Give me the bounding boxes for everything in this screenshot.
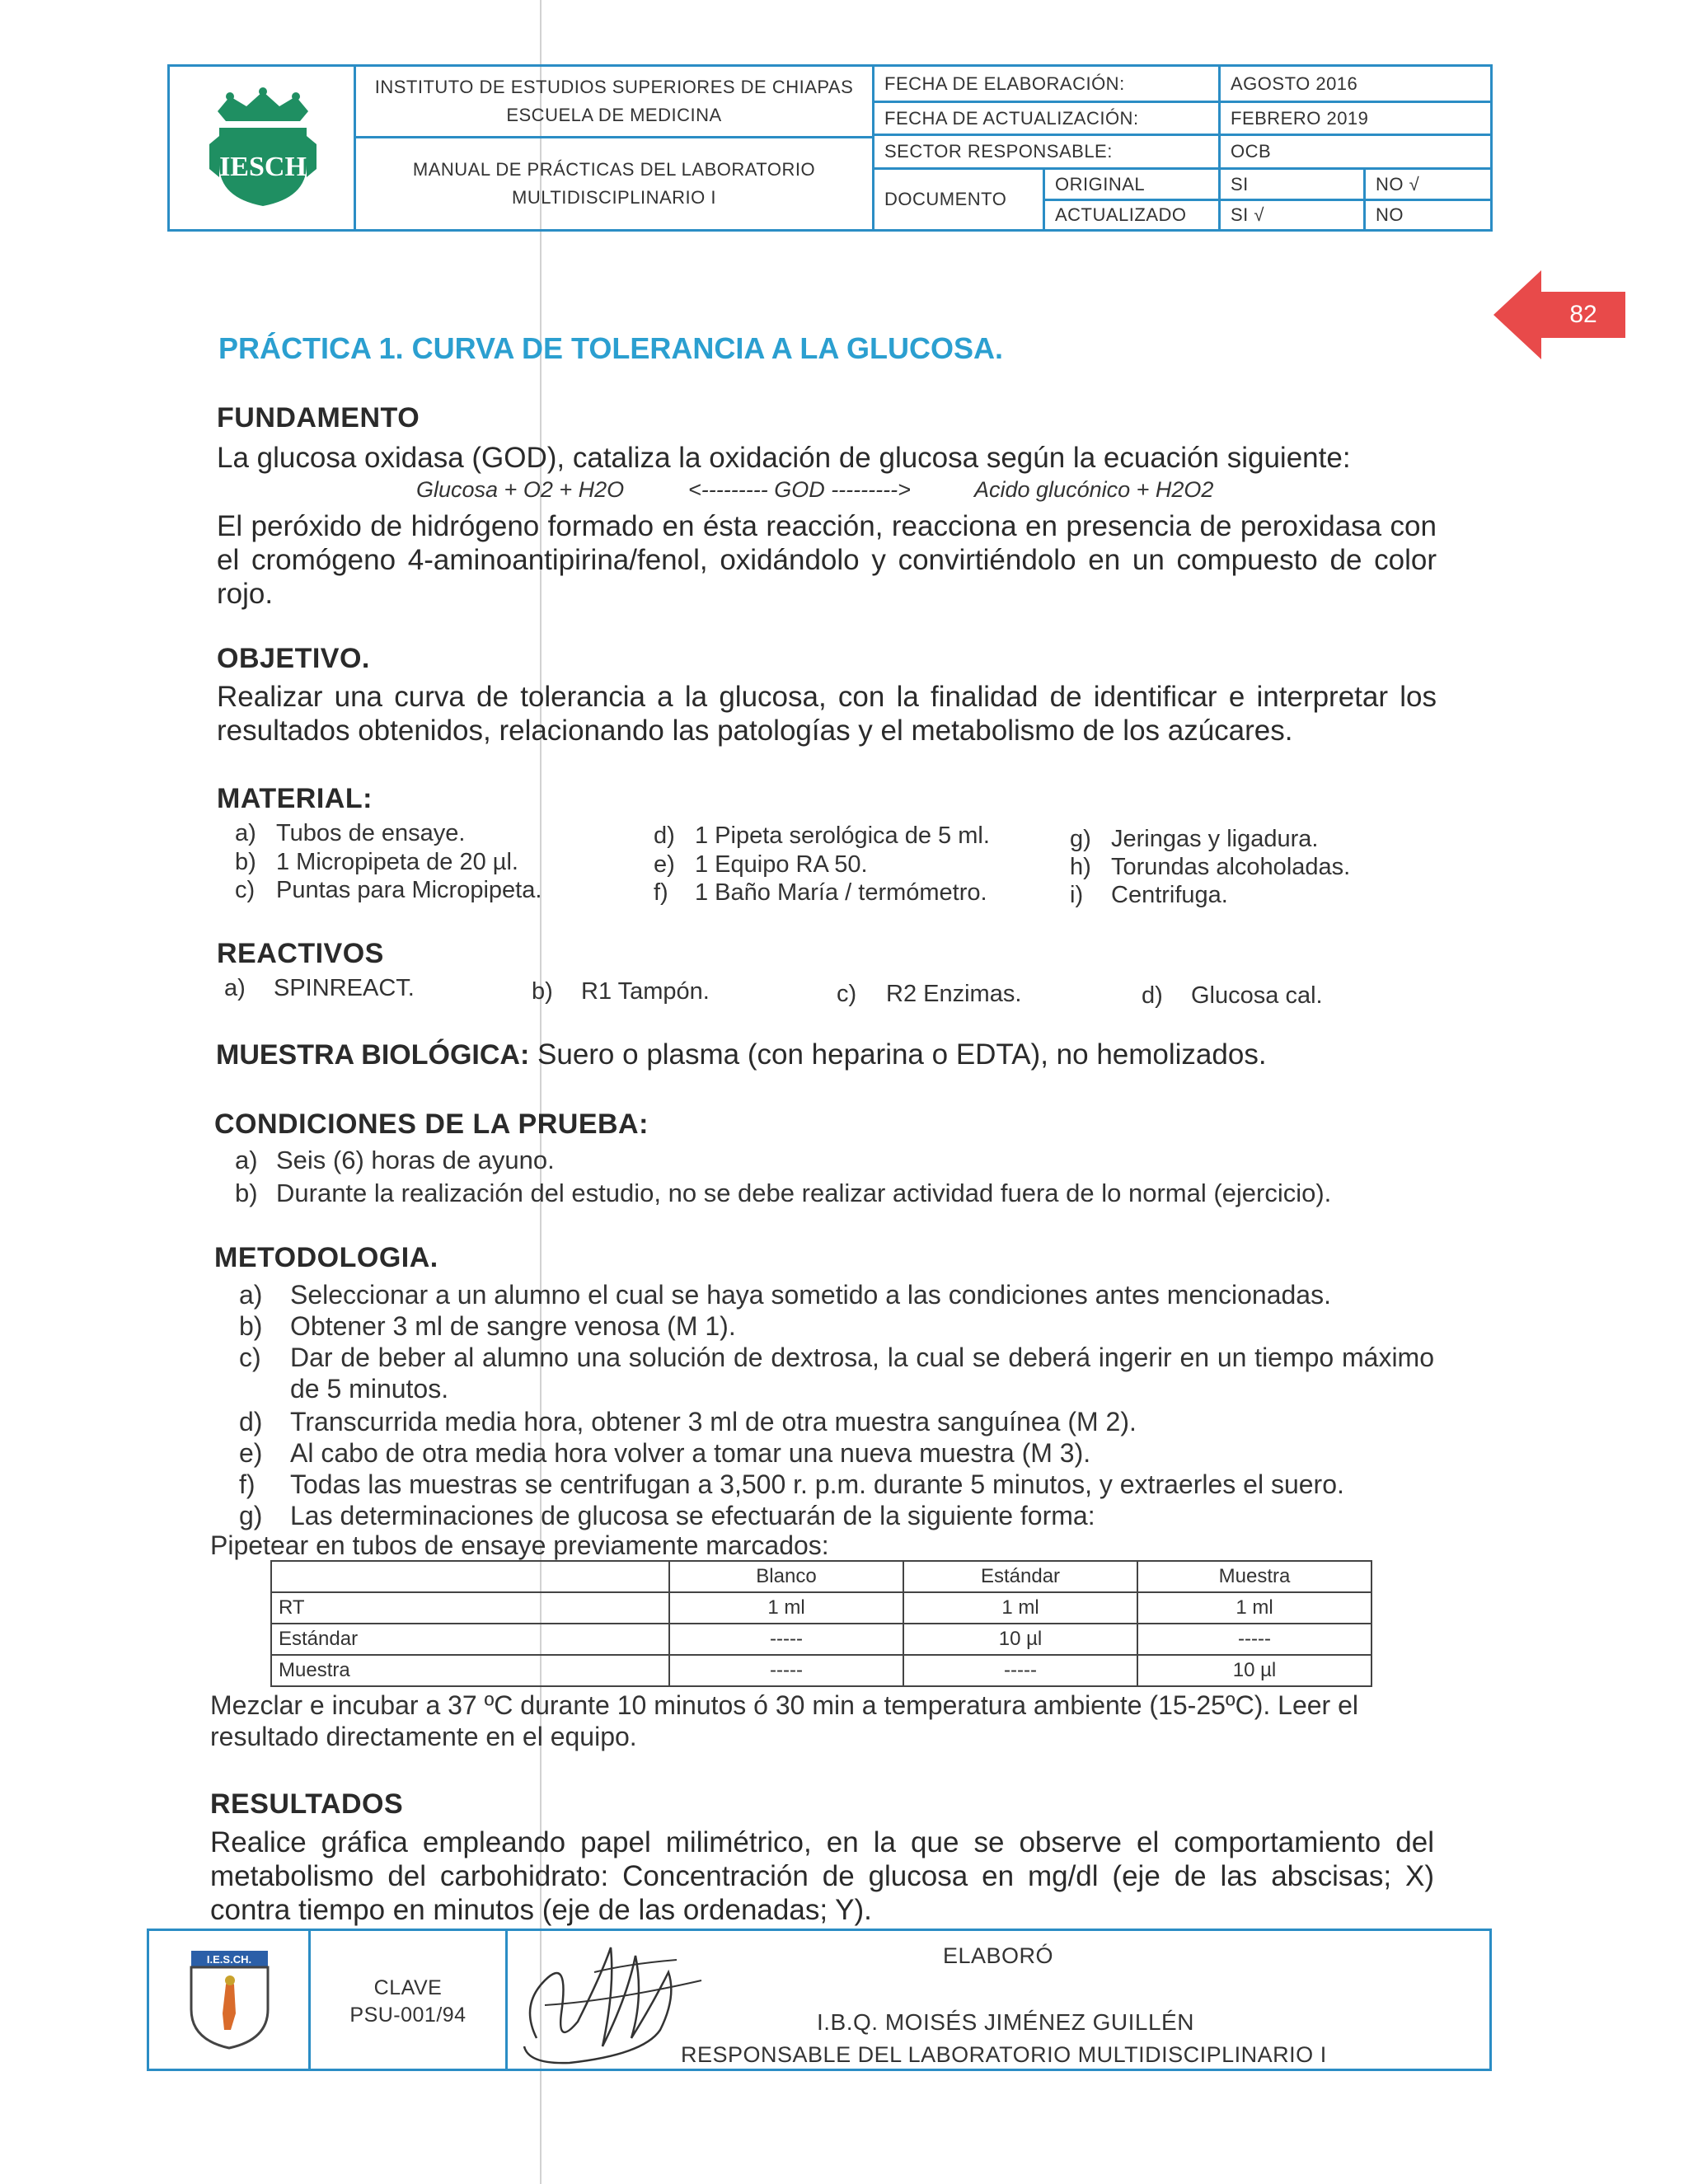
practice-title: PRÁCTICA 1. CURVA DE TOLERANCIA A LA GLUCOSA. <box>218 331 1004 365</box>
muestra-section <box>216 1038 1267 1071</box>
sector-label: SECTOR RESPONSABLE: <box>884 141 1113 162</box>
pipetting-table <box>270 1560 1372 1687</box>
fecha-actualizacion-label: FECHA DE ACTUALIZACIÓN: <box>884 107 1139 129</box>
handwritten-signature <box>512 1923 726 2083</box>
reactivos-heading: REACTIVOS <box>217 938 384 969</box>
list-item: b) Durante la realización del estudio, no se debe realizar actividad fuera de lo normal (ejercicio). <box>235 1179 1332 1207</box>
clave-label: CLAVE <box>373 1976 443 1999</box>
document-footer <box>147 1929 1492 2071</box>
list-item: i) Centrifuga. <box>1070 882 1228 908</box>
signer-name: I.B.Q. MOISÉS JIMÉNEZ GUILLÉN <box>817 2009 1194 2035</box>
list-item: d) 1 Pipeta serológica de 5 ml. <box>654 823 990 849</box>
fecha-elaboracion-label: FECHA DE ELABORACIÓN: <box>884 73 1125 94</box>
list-item: b) 1 Micropipeta de 20 µl. <box>235 849 518 875</box>
list-item: b) R1 Tampón. <box>532 978 710 1005</box>
list-item: g) Jeringas y ligadura. <box>1070 826 1319 852</box>
muestra-heading: MUESTRA BIOLÓGICA: <box>216 1039 530 1071</box>
list-item: d) Transcurrida media hora, obtener 3 ml de otra muestra sanguínea (M 2). <box>239 1407 1137 1436</box>
list-item: a) SPINREACT. <box>224 975 415 1001</box>
shield-seal-icon <box>186 1947 273 2050</box>
iesch-logo-icon <box>201 87 325 210</box>
school-name: ESCUELA DE MEDICINA <box>506 105 722 125</box>
list-item: a) Seleccionar a un alumno el cual se haya sometido a las condiciones antes mencionadas. <box>239 1280 1331 1310</box>
equation-arrow: <--------- GOD ---------> <box>688 477 911 502</box>
original-si: SI <box>1231 173 1249 194</box>
list-item: c) Dar de beber al alumno una solución de dextrosa, la cual se deberá ingerir en un tiempo máximo de 5 minutos. <box>239 1343 1434 1404</box>
sector-value: OCB <box>1231 141 1272 162</box>
material-heading: MATERIAL: <box>217 783 373 814</box>
seal-text: I.E.S.CH. <box>206 1953 252 1966</box>
list-item: e) 1 Equipo RA 50. <box>654 851 868 878</box>
signature-icon <box>512 1923 726 2079</box>
seal-logo <box>186 1947 273 2055</box>
signer-role: RESPONSABLE DEL LABORATORIO MULTIDISCIPLINARIO I <box>681 2042 1327 2067</box>
list-item: b) Obtener 3 ml de sangre venosa (M 1). <box>239 1311 736 1341</box>
list-item: d) Glucosa cal. <box>1142 982 1323 1009</box>
fecha-actualizacion-value: FEBRERO 2019 <box>1231 107 1369 129</box>
logo-text: IESCH <box>219 151 307 182</box>
manual-title-line2: MULTIDISCIPLINARIO I <box>512 187 716 208</box>
list-item: a) Seis (6) horas de ayuno. <box>235 1146 555 1174</box>
documento-label: DOCUMENTO <box>884 189 1007 209</box>
resultados-paragraph: Realice gráfica empleando papel milimétrico, en la que se observe el comportamiento del metabolismo del carbohidrato: Concentración de glucosa en mg/dl (eje de las abscisas; X) contra tiempo en minutos (eje de las ordenadas; Y). <box>210 1826 1434 1926</box>
institution-name: INSTITUTO DE ESTUDIOS SUPERIORES DE CHIAPAS <box>374 77 854 97</box>
actualizado-si: SI √ <box>1231 204 1264 225</box>
list-item: a) Tubos de ensaye. <box>235 820 466 846</box>
fundamento-heading: FUNDAMENTO <box>217 402 420 434</box>
elaboro-label: ELABORÓ <box>942 1943 1054 1968</box>
table-row: RT 1 ml 1 ml 1 ml <box>271 1592 1372 1624</box>
objetivo-heading: OBJETIVO. <box>217 643 370 674</box>
original-no: NO √ <box>1376 173 1420 194</box>
list-item: f) Todas las muestras se centrifugan a 3,500 r. p.m. durante 5 minutos, y extraerles el suero. <box>239 1469 1344 1499</box>
list-item: e) Al cabo de otra media hora volver a tomar una nueva muestra (M 3). <box>239 1438 1091 1468</box>
clave-value: PSU-001/94 <box>349 2004 467 2027</box>
list-item: h) Torundas alcoholadas. <box>1070 854 1351 880</box>
manual-title-line1: MANUAL DE PRÁCTICAS DEL LABORATORIO <box>412 159 816 180</box>
page-number: 82 <box>1569 301 1597 328</box>
metodologia-heading: METODOLOGIA. <box>214 1242 438 1273</box>
table-row: Muestra ----- ----- 10 µl <box>271 1655 1372 1686</box>
mezclar-text: Mezclar e incubar a 37 ºC durante 10 minutos ó 30 min a temperatura ambiente (15-25ºC). Leer el resultado directamente en el equipo. <box>210 1690 1358 1751</box>
objetivo-paragraph: Realizar una curva de tolerancia a la glucosa, con la finalidad de identificar e interpretar los resultados obtenidos, relacionando las patologías y el metabolismo de los azúcares. <box>217 681 1437 747</box>
pipetear-text: Pipetear en tubos de ensaye previamente marcados: <box>210 1530 829 1560</box>
fecha-elaboracion-value: AGOSTO 2016 <box>1231 73 1358 94</box>
institution-logo <box>170 67 356 229</box>
list-item: g) Las determinaciones de glucosa se efectuarán de la siguiente forma: <box>239 1501 1095 1530</box>
page-number-badge <box>1493 270 1625 359</box>
condiciones-heading: CONDICIONES DE LA PRUEBA: <box>214 1108 649 1140</box>
actualizado-no: NO <box>1376 204 1404 225</box>
actualizado-label: ACTUALIZADO <box>1055 204 1187 225</box>
original-label: ORIGINAL <box>1055 173 1146 194</box>
table-row: Estándar ----- 10 µl ----- <box>271 1624 1372 1655</box>
equation-right: Acido glucónico + H2O2 <box>974 477 1214 502</box>
fundamento-line1: La glucosa oxidasa (GOD), cataliza la oxidación de glucosa según la ecuación siguiente: <box>217 442 1351 474</box>
list-item: c) Puntas para Micropipeta. <box>235 877 542 903</box>
fundamento-paragraph: El peróxido de hidrógeno formado en ésta reacción, reacciona en presencia de peroxidasa con el cromógeno 4-aminoantipirina/fenol, oxidándolo y convirtiéndolo en un compuesto de color rojo. <box>217 510 1437 610</box>
muestra-text: Suero o plasma (con heparina o EDTA), no hemolizados. <box>529 1038 1267 1071</box>
list-item: c) R2 Enzimas. <box>837 981 1022 1007</box>
document-header <box>167 64 1493 232</box>
equation-left: Glucosa + O2 + H2O <box>416 477 625 502</box>
list-item: f) 1 Baño María / termómetro. <box>654 879 987 906</box>
resultados-heading: RESULTADOS <box>210 1788 404 1820</box>
table-header-row: Blanco Estándar Muestra <box>271 1561 1372 1592</box>
